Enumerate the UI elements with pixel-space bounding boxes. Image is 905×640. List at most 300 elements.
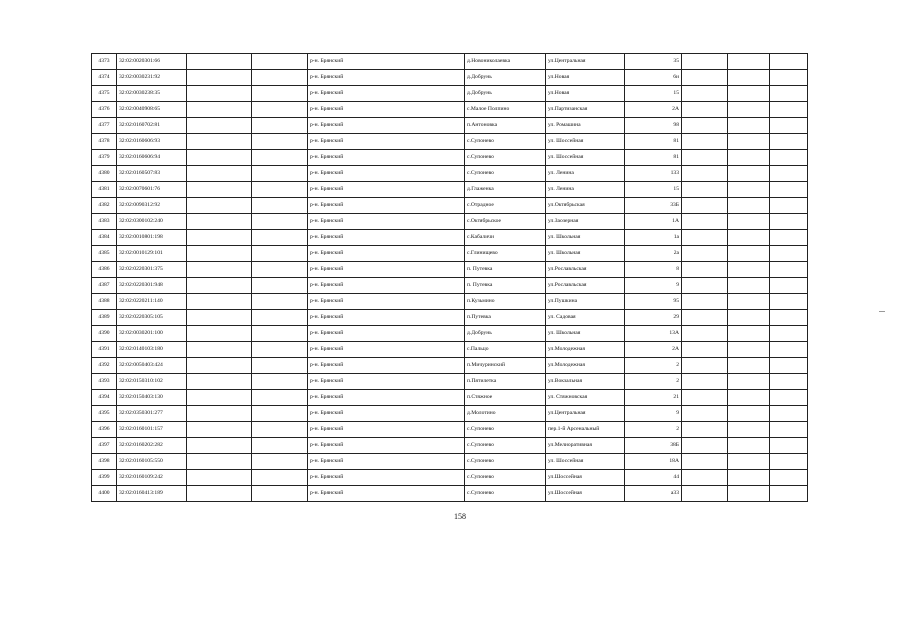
street-cell: ул. Школьная	[546, 326, 625, 342]
house-number-cell: 1А	[625, 214, 682, 230]
table-row	[92, 150, 808, 166]
street-cell: ул. Садовая	[546, 310, 625, 326]
district-cell: р-н. Брянский	[308, 262, 465, 278]
cell-col4-cell	[252, 486, 308, 502]
district-cell: р-н. Брянский	[308, 118, 465, 134]
row-number-cell: 4389	[92, 310, 117, 326]
cell-col3-cell	[187, 134, 252, 150]
cell-col9-cell	[682, 326, 728, 342]
house-number-cell: 35	[625, 54, 682, 70]
cell-col11-cell	[770, 246, 808, 262]
cell-col10-cell	[728, 470, 770, 486]
cell-col11-cell	[770, 102, 808, 118]
cell-col9-cell	[682, 86, 728, 102]
table-row	[92, 246, 808, 262]
cell-col11-cell	[770, 310, 808, 326]
settlement-cell: п.Кузьмино	[465, 294, 546, 310]
house-number-cell: 81	[625, 150, 682, 166]
district-cell: р-н. Брянский	[308, 86, 465, 102]
cell-col4-cell	[252, 262, 308, 278]
street-cell: ул.Новая	[546, 86, 625, 102]
cell-col9-cell	[682, 262, 728, 278]
table-row	[92, 326, 808, 342]
cell-col11-cell	[770, 54, 808, 70]
cadastral-number-cell: 32:02:0140103:180	[117, 342, 187, 358]
row-number-cell: 4374	[92, 70, 117, 86]
row-number-cell: 4380	[92, 166, 117, 182]
house-number-cell: 2	[625, 422, 682, 438]
cadastral-number-cell: 32:02:0010801:198	[117, 230, 187, 246]
cell-col3-cell	[187, 342, 252, 358]
cell-col10-cell	[728, 166, 770, 182]
cell-col9-cell	[682, 422, 728, 438]
street-cell: ул. Шоссейная	[546, 454, 625, 470]
cadastral-number-cell: 32:02:0220305:105	[117, 310, 187, 326]
cell-col9-cell	[682, 102, 728, 118]
street-cell: пер.1-й Арсенальный	[546, 422, 625, 438]
street-cell: ул.Центральная	[546, 406, 625, 422]
street-cell: ул.Октябрьская	[546, 198, 625, 214]
district-cell: р-н. Брянский	[308, 102, 465, 118]
house-number-cell: 44	[625, 470, 682, 486]
cell-col10-cell	[728, 86, 770, 102]
cell-col11-cell	[770, 214, 808, 230]
cell-col11-cell	[770, 182, 808, 198]
cell-col9-cell	[682, 358, 728, 374]
cadastral-number-cell: 32:02:0300102:240	[117, 214, 187, 230]
cell-col4-cell	[252, 214, 308, 230]
cell-col11-cell	[770, 70, 808, 86]
cadastral-number-cell: 32:02:0160606:94	[117, 150, 187, 166]
settlement-cell: с.Супонево	[465, 150, 546, 166]
settlement-cell: д.Молотино	[465, 406, 546, 422]
cell-col9-cell	[682, 198, 728, 214]
cell-col4-cell	[252, 470, 308, 486]
cell-col4-cell	[252, 422, 308, 438]
cell-col10-cell	[728, 358, 770, 374]
cell-col11-cell	[770, 118, 808, 134]
cell-col4-cell	[252, 230, 308, 246]
row-number-cell: 4393	[92, 374, 117, 390]
street-cell: ул.Партизанская	[546, 102, 625, 118]
cadastral-number-cell: 32:02:0220301:948	[117, 278, 187, 294]
row-number-cell: 4375	[92, 86, 117, 102]
street-cell: ул.Новая	[546, 70, 625, 86]
row-number-cell: 4400	[92, 486, 117, 502]
table-row	[92, 262, 808, 278]
cell-col10-cell	[728, 454, 770, 470]
row-number-cell: 4391	[92, 342, 117, 358]
cell-col10-cell	[728, 230, 770, 246]
cell-col10-cell	[728, 150, 770, 166]
table-row	[92, 406, 808, 422]
cell-col11-cell	[770, 470, 808, 486]
district-cell: р-н. Брянский	[308, 390, 465, 406]
street-cell: ул. Шоссейная	[546, 134, 625, 150]
row-number-cell: 4386	[92, 262, 117, 278]
cell-col3-cell	[187, 470, 252, 486]
district-cell: р-н. Брянский	[308, 182, 465, 198]
table-row	[92, 358, 808, 374]
cell-col10-cell	[728, 294, 770, 310]
cell-col3-cell	[187, 102, 252, 118]
table-row	[92, 102, 808, 118]
cadastral-number-cell: 32:02:0010129:101	[117, 246, 187, 262]
cell-col10-cell	[728, 342, 770, 358]
district-cell: р-н. Брянский	[308, 198, 465, 214]
settlement-cell: д.Добрунь	[465, 70, 546, 86]
cadastral-number-cell: 32:02:0220301:375	[117, 262, 187, 278]
street-cell: ул. Школьная	[546, 230, 625, 246]
cell-col9-cell	[682, 342, 728, 358]
cell-col9-cell	[682, 150, 728, 166]
district-cell: р-н. Брянский	[308, 134, 465, 150]
table-row	[92, 310, 808, 326]
table-row	[92, 86, 808, 102]
cell-col4-cell	[252, 278, 308, 294]
cell-col9-cell	[682, 278, 728, 294]
table-row	[92, 294, 808, 310]
table-row	[92, 278, 808, 294]
street-cell: ул. Ромашина	[546, 118, 625, 134]
cell-col3-cell	[187, 294, 252, 310]
cell-col3-cell	[187, 310, 252, 326]
registry-table	[91, 53, 808, 502]
cell-col3-cell	[187, 374, 252, 390]
district-cell: р-н. Брянский	[308, 438, 465, 454]
cadastral-number-cell: 32:02:0160413:189	[117, 486, 187, 502]
cell-col10-cell	[728, 198, 770, 214]
cell-col11-cell	[770, 454, 808, 470]
cell-col11-cell	[770, 326, 808, 342]
settlement-cell: с.Супонево	[465, 134, 546, 150]
table-row	[92, 454, 808, 470]
cell-col9-cell	[682, 310, 728, 326]
house-number-cell: 13А	[625, 326, 682, 342]
cell-col4-cell	[252, 342, 308, 358]
street-cell: ул.Шоссейная	[546, 486, 625, 502]
street-cell: ул.Молодежная	[546, 358, 625, 374]
district-cell: р-н. Брянский	[308, 342, 465, 358]
cell-col4-cell	[252, 134, 308, 150]
cell-col9-cell	[682, 470, 728, 486]
row-number-cell: 4398	[92, 454, 117, 470]
cadastral-number-cell: 32:02:0020301:66	[117, 54, 187, 70]
cell-col10-cell	[728, 54, 770, 70]
house-number-cell: 2	[625, 374, 682, 390]
cell-col3-cell	[187, 454, 252, 470]
row-number-cell: 4395	[92, 406, 117, 422]
cell-col11-cell	[770, 358, 808, 374]
cell-col10-cell	[728, 102, 770, 118]
cell-col11-cell	[770, 278, 808, 294]
house-number-cell: 15	[625, 86, 682, 102]
cell-col4-cell	[252, 86, 308, 102]
district-cell: р-н. Брянский	[308, 278, 465, 294]
house-number-cell: 98	[625, 118, 682, 134]
cell-col3-cell	[187, 406, 252, 422]
street-cell: ул.Шоссейная	[546, 470, 625, 486]
cell-col9-cell	[682, 438, 728, 454]
settlement-cell: д.Добрунь	[465, 86, 546, 102]
row-number-cell: 4396	[92, 422, 117, 438]
district-cell: р-н. Брянский	[308, 294, 465, 310]
cell-col10-cell	[728, 214, 770, 230]
registry-table-body	[92, 54, 808, 502]
cell-col9-cell	[682, 118, 728, 134]
row-number-cell: 4397	[92, 438, 117, 454]
row-number-cell: 4388	[92, 294, 117, 310]
cadastral-number-cell: 32:02:0350301:277	[117, 406, 187, 422]
settlement-cell: с.Кабаличи	[465, 230, 546, 246]
cell-col4-cell	[252, 406, 308, 422]
cell-col9-cell	[682, 70, 728, 86]
settlement-cell: с.Супонево	[465, 166, 546, 182]
cell-col3-cell	[187, 198, 252, 214]
row-number-cell: 4373	[92, 54, 117, 70]
cadastral-number-cell: 32:02:0160105:550	[117, 454, 187, 470]
cell-col3-cell	[187, 486, 252, 502]
cell-col9-cell	[682, 406, 728, 422]
district-cell: р-н. Брянский	[308, 406, 465, 422]
row-number-cell: 4377	[92, 118, 117, 134]
house-number-cell: 2а	[625, 246, 682, 262]
cadastral-number-cell: 32:02:0030201:100	[117, 326, 187, 342]
row-number-cell: 4392	[92, 358, 117, 374]
house-number-cell: 2А	[625, 342, 682, 358]
cell-col4-cell	[252, 102, 308, 118]
cell-col4-cell	[252, 294, 308, 310]
cell-col3-cell	[187, 86, 252, 102]
house-number-cell: 2А	[625, 102, 682, 118]
house-number-cell: 95	[625, 294, 682, 310]
street-cell: ул.Молодежная	[546, 342, 625, 358]
table-row	[92, 54, 808, 70]
cell-col3-cell	[187, 166, 252, 182]
table-row	[92, 166, 808, 182]
district-cell: р-н. Брянский	[308, 54, 465, 70]
table-row	[92, 342, 808, 358]
row-number-cell: 4383	[92, 214, 117, 230]
cell-col4-cell	[252, 54, 308, 70]
street-cell: ул. Стяжновская	[546, 390, 625, 406]
cell-col4-cell	[252, 326, 308, 342]
house-number-cell: 9	[625, 278, 682, 294]
cadastral-number-cell: 32:02:0150310:102	[117, 374, 187, 390]
cell-col11-cell	[770, 230, 808, 246]
cell-col10-cell	[728, 390, 770, 406]
settlement-cell: с.Глинищево	[465, 246, 546, 262]
cadastral-number-cell: 32:02:0070601:76	[117, 182, 187, 198]
cell-col3-cell	[187, 54, 252, 70]
cell-col9-cell	[682, 182, 728, 198]
cell-col4-cell	[252, 182, 308, 198]
cell-col10-cell	[728, 134, 770, 150]
cell-col10-cell	[728, 422, 770, 438]
settlement-cell: д.Новониколаевка	[465, 54, 546, 70]
cell-col4-cell	[252, 70, 308, 86]
settlement-cell: д.Глаженка	[465, 182, 546, 198]
house-number-cell: 15	[625, 182, 682, 198]
street-cell: ул.Центральная	[546, 54, 625, 70]
cell-col10-cell	[728, 374, 770, 390]
cell-col11-cell	[770, 198, 808, 214]
cell-col3-cell	[187, 182, 252, 198]
cell-col11-cell	[770, 390, 808, 406]
house-number-cell: 33Б	[625, 198, 682, 214]
house-number-cell: 21	[625, 390, 682, 406]
cell-col11-cell	[770, 438, 808, 454]
house-number-cell: 81	[625, 134, 682, 150]
settlement-cell: п. Путевка	[465, 262, 546, 278]
district-cell: р-н. Брянский	[308, 422, 465, 438]
cell-col3-cell	[187, 150, 252, 166]
district-cell: р-н. Брянский	[308, 470, 465, 486]
house-number-cell: 18А	[625, 454, 682, 470]
table-row	[92, 118, 808, 134]
table-row	[92, 374, 808, 390]
settlement-cell: п.Пятилетка	[465, 374, 546, 390]
cadastral-number-cell: 32:02:0160101:157	[117, 422, 187, 438]
house-number-cell: 133	[625, 166, 682, 182]
district-cell: р-н. Брянский	[308, 358, 465, 374]
street-cell: ул.Заозерная	[546, 214, 625, 230]
cell-col10-cell	[728, 406, 770, 422]
cell-col9-cell	[682, 134, 728, 150]
row-number-cell: 4379	[92, 150, 117, 166]
table-row	[92, 134, 808, 150]
cell-col4-cell	[252, 166, 308, 182]
cell-col9-cell	[682, 230, 728, 246]
table-row	[92, 214, 808, 230]
cell-col10-cell	[728, 118, 770, 134]
cell-col4-cell	[252, 438, 308, 454]
settlement-cell: п. Путевка	[465, 278, 546, 294]
district-cell: р-н. Брянский	[308, 454, 465, 470]
cadastral-number-cell: 32:02:0160507:83	[117, 166, 187, 182]
cadastral-number-cell: 32:02:0030238:35	[117, 86, 187, 102]
settlement-cell: с.Малое Полпино	[465, 102, 546, 118]
cell-col4-cell	[252, 198, 308, 214]
cell-col9-cell	[682, 486, 728, 502]
settlement-cell: п.Стяжное	[465, 390, 546, 406]
settlement-cell: с.Пальцо	[465, 342, 546, 358]
cell-col3-cell	[187, 422, 252, 438]
cadastral-number-cell: 32:02:0160606:93	[117, 134, 187, 150]
row-number-cell: 4387	[92, 278, 117, 294]
cell-col9-cell	[682, 454, 728, 470]
cell-col11-cell	[770, 486, 808, 502]
table-row	[92, 422, 808, 438]
cell-col4-cell	[252, 374, 308, 390]
cell-col3-cell	[187, 358, 252, 374]
settlement-cell: с.Супонево	[465, 438, 546, 454]
cell-col4-cell	[252, 358, 308, 374]
street-cell: ул.Мелиоративная	[546, 438, 625, 454]
row-number-cell: 4394	[92, 390, 117, 406]
table-row	[92, 198, 808, 214]
cadastral-number-cell: 32:02:0160109:242	[117, 470, 187, 486]
settlement-cell: п.Антоновка	[465, 118, 546, 134]
cell-col4-cell	[252, 118, 308, 134]
cadastral-number-cell: 32:02:0030231:92	[117, 70, 187, 86]
cell-col9-cell	[682, 166, 728, 182]
cell-col10-cell	[728, 278, 770, 294]
settlement-cell: с.Супонево	[465, 454, 546, 470]
settlement-cell: с.Октябрьское	[465, 214, 546, 230]
cell-col11-cell	[770, 294, 808, 310]
cell-col3-cell	[187, 246, 252, 262]
table-row	[92, 70, 808, 86]
district-cell: р-н. Брянский	[308, 230, 465, 246]
house-number-cell: 1а	[625, 230, 682, 246]
district-cell: р-н. Брянский	[308, 150, 465, 166]
cell-col11-cell	[770, 134, 808, 150]
cell-col4-cell	[252, 150, 308, 166]
row-number-cell: 4385	[92, 246, 117, 262]
cell-col11-cell	[770, 166, 808, 182]
cell-col3-cell	[187, 118, 252, 134]
cell-col3-cell	[187, 390, 252, 406]
district-cell: р-н. Брянский	[308, 486, 465, 502]
cell-col10-cell	[728, 326, 770, 342]
cell-col3-cell	[187, 70, 252, 86]
district-cell: р-н. Брянский	[308, 166, 465, 182]
house-number-cell: 38Б	[625, 438, 682, 454]
row-number-cell: 4378	[92, 134, 117, 150]
settlement-cell: с.Супонево	[465, 486, 546, 502]
cadastral-number-cell: 32:02:0090312:92	[117, 198, 187, 214]
cell-col11-cell	[770, 262, 808, 278]
street-cell: ул. Ленина	[546, 182, 625, 198]
cell-col4-cell	[252, 390, 308, 406]
scan-mark	[879, 311, 885, 312]
cell-col9-cell	[682, 294, 728, 310]
cell-col4-cell	[252, 310, 308, 326]
house-number-cell: 9	[625, 406, 682, 422]
table-row	[92, 486, 808, 502]
row-number-cell: 4384	[92, 230, 117, 246]
cell-col11-cell	[770, 406, 808, 422]
cell-col10-cell	[728, 438, 770, 454]
district-cell: р-н. Брянский	[308, 326, 465, 342]
table-row	[92, 438, 808, 454]
table-row	[92, 230, 808, 246]
cadastral-number-cell: 32:02:0160202:282	[117, 438, 187, 454]
house-number-cell: 6и	[625, 70, 682, 86]
cell-col4-cell	[252, 246, 308, 262]
row-number-cell: 4382	[92, 198, 117, 214]
cell-col4-cell	[252, 454, 308, 470]
settlement-cell: д.Добрунь	[465, 326, 546, 342]
row-number-cell: 4376	[92, 102, 117, 118]
settlement-cell: с.Супонево	[465, 422, 546, 438]
cell-col10-cell	[728, 70, 770, 86]
cell-col11-cell	[770, 342, 808, 358]
settlement-cell: п.Путевка	[465, 310, 546, 326]
cell-col9-cell	[682, 214, 728, 230]
settlement-cell: п.Мичуринский	[465, 358, 546, 374]
row-number-cell: 4390	[92, 326, 117, 342]
cell-col10-cell	[728, 246, 770, 262]
cell-col9-cell	[682, 390, 728, 406]
cell-col11-cell	[770, 86, 808, 102]
cadastral-number-cell: 32:02:0150403:130	[117, 390, 187, 406]
row-number-cell: 4399	[92, 470, 117, 486]
house-number-cell: 8	[625, 262, 682, 278]
cell-col10-cell	[728, 262, 770, 278]
cadastral-number-cell: 32:02:0040908:65	[117, 102, 187, 118]
